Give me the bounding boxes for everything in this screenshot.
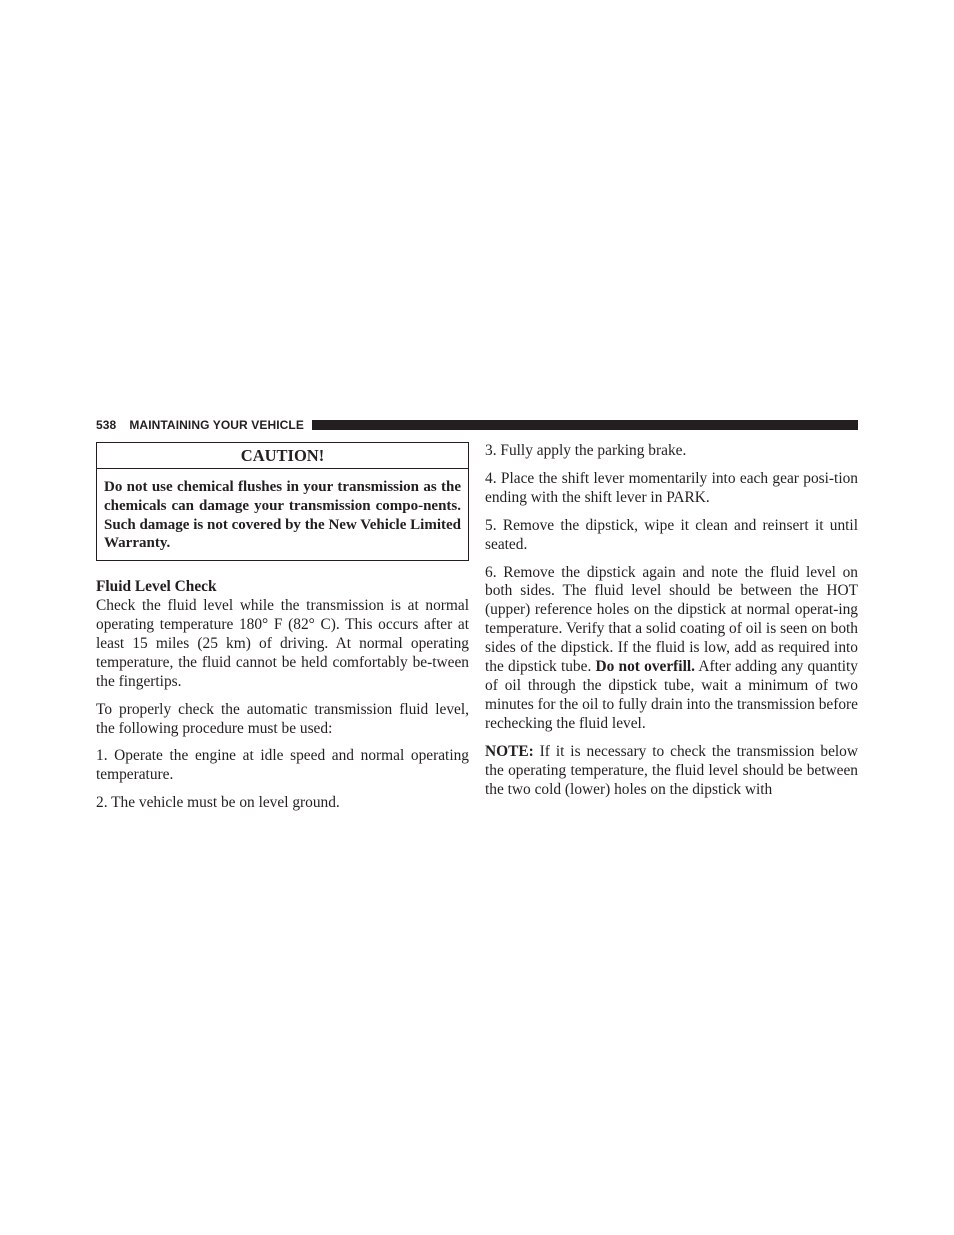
section-title: MAINTAINING YOUR VEHICLE: [129, 418, 304, 432]
step-6-text-1: 6. Remove the dipstick again and note the fluid level on both sides. The fluid level should be between the HOT (upper) reference holes on the dipstick at normal operat-ing temperature. Verify that a solid coating of oil is seen on both sides of the dipstick. If the fluid is low, add as required into the dipstick tube.: [485, 563, 858, 676]
caution-title: CAUTION!: [97, 443, 468, 469]
step-6-text-2: After adding any quantity of oil through the dipstick tube, wait a minimum of two minutes for the oil to fully drain into the transmission before rechecking the fluid level.: [485, 658, 858, 732]
step-1: 1. Operate the engine at idle speed and normal operating temperature.: [96, 747, 469, 784]
step-4: 4. Place the shift lever momentarily into each gear posi-tion ending with the shift lever in PARK.: [485, 469, 858, 506]
step-5: 5. Remove the dipstick, wipe it clean and reinsert it until seated.: [485, 516, 858, 553]
step-3: 3. Fully apply the parking brake.: [485, 442, 687, 459]
page-header: [96, 416, 858, 434]
caution-box: [96, 442, 469, 561]
caution-text: Do not use chemical flushes in your transmission as the chemicals can damage your transmission compo-nents. Such damage is not covered by the New Vehicle Limited Warranty.: [104, 479, 461, 552]
header-rule: [312, 420, 858, 430]
note-paragraph: [485, 743, 858, 800]
right-column: [485, 442, 858, 808]
page-number: 538: [96, 418, 117, 432]
procedure-paragraph: To properly check the automatic transmission fluid level, the following procedure must be used:: [96, 700, 469, 737]
note-label: NOTE:: [485, 742, 534, 760]
note-text: If it is necessary to check the transmission below the operating temperature, the fluid level should be between the two cold (lower) holes on the dipstick with: [485, 742, 858, 798]
step-6-warning: Do not overfill.: [595, 658, 695, 676]
fluid-level-check-heading: Fluid Level Check: [96, 578, 217, 596]
step-2: 2. The vehicle must be on level ground.: [96, 794, 340, 812]
intro-paragraph: Check the fluid level while the transmission is at normal operating temperature 180° F (82° C). This occurs after at least 15 miles (25 km) of driving. At normal operating temperature, the fluid cannot be held comfortably be-tween the fingertips.: [96, 597, 469, 690]
step-6: [485, 564, 858, 734]
left-column: [96, 442, 469, 822]
